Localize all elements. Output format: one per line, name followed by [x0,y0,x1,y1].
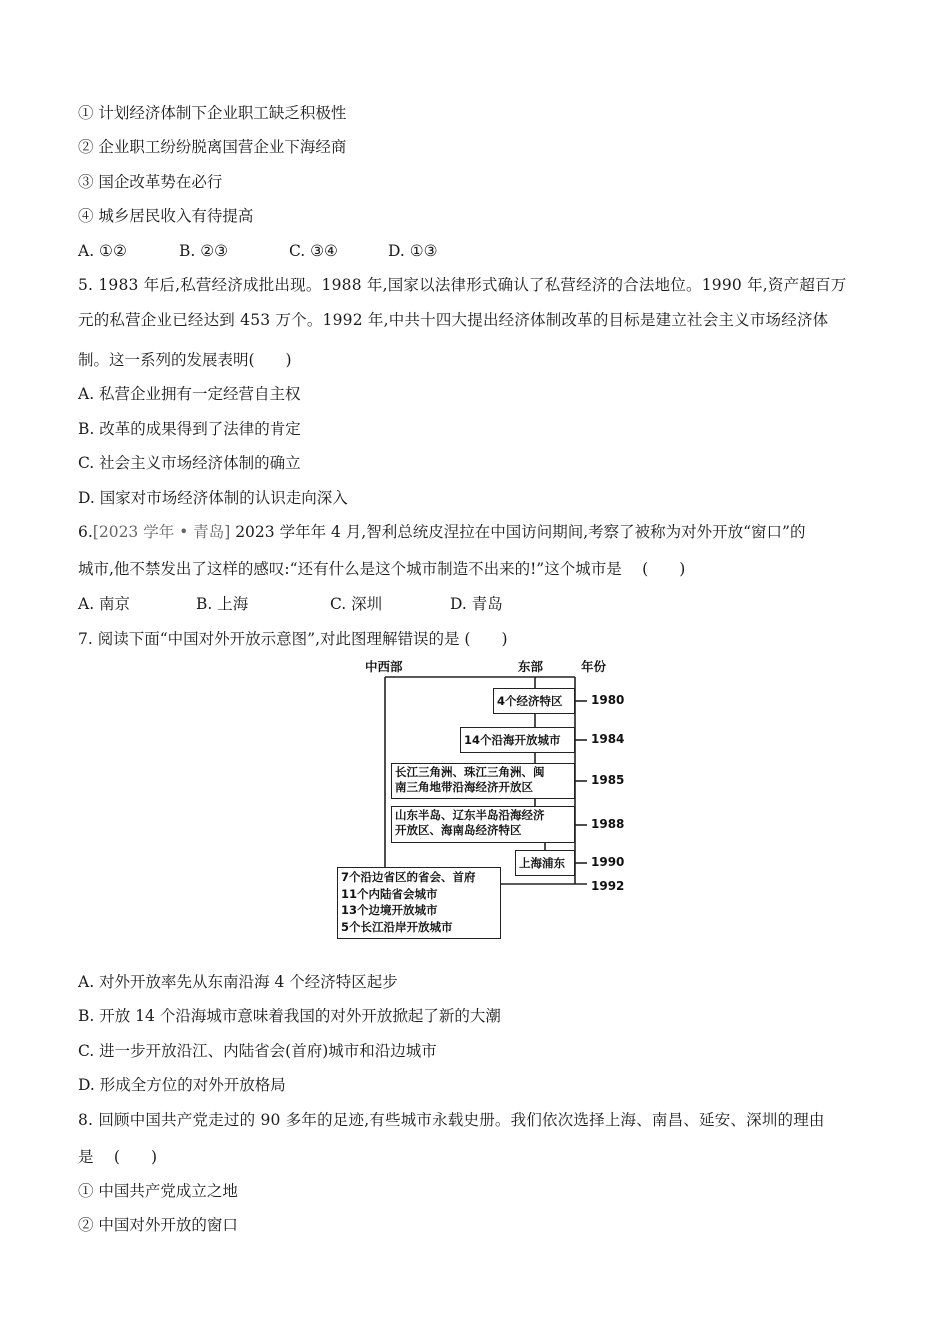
box-coastal-cities [460,727,575,753]
box-peninsula-zones-line-2: 开放区、海南岛经济特区 [395,823,522,837]
box-peninsula-zones [391,806,575,843]
year-1988: 1988 [591,817,625,831]
opening-up-diagram [335,652,625,944]
q6-option-b: B. 上海 [196,595,249,613]
box-special-zones-text: 4个经济特区 [497,694,563,708]
q6-stem-line-2: 城市,他不禁发出了这样的感叹:“还有什么是这个城市制造不出来的!”这个城市是 ( ) [78,560,686,578]
q7-option-a: A. 对外开放率先从东南沿海 4 个经济特区起步 [78,973,398,991]
q5-option-a: A. 私营企业拥有一定经营自主权 [78,385,301,403]
q7-stem: 7. 阅读下面“中国对外开放示意图”,对此图理解错误的是 ( ) [78,630,508,648]
q4-item-2: ② 企业职工纷纷脱离国营企业下海经商 [78,138,347,156]
header-east: 东部 [518,659,544,674]
year-1990: 1990 [591,855,625,869]
header-west: 中西部 [365,659,403,674]
box-coastal-cities-text: 14个沿海开放城市 [464,733,561,747]
q8-item-1: ① 中国共产党成立之地 [78,1182,238,1200]
year-1984: 1984 [591,732,625,746]
box-delta-zones [391,763,575,799]
box-west-cities [337,867,501,939]
q5-option-b: B. 改革的成果得到了法律的肯定 [78,420,301,438]
q6-option-c: C. 深圳 [330,595,383,613]
q4-item-1: ① 计划经济体制下企业职工缺乏积极性 [78,104,347,122]
q5-stem-line-1: 5. 1983 年后,私营经济成批出现。1988 年,国家以法律形式确认了私营经济的合法地位。1990 年,资产超百万 [78,276,847,294]
q6-number: 6. [78,523,93,541]
header-year: 年份 [581,659,607,674]
q6-option-d: D. 青岛 [450,595,503,613]
q7-option-b: B. 开放 14 个沿海城市意味着我国的对外开放掀起了新的大潮 [78,1007,501,1025]
q6-source-tag: [2023 学年 • 青岛] [92,523,231,541]
q8-stem-line-1: 8. 回顾中国共产党走过的 90 多年的足迹,有些城市永载史册。我们依次选择上海、南昌、延安、深圳的理由 [78,1111,825,1129]
q5-option-d: D. 国家对市场经济体制的认识走向深入 [78,489,348,507]
q8-item-2: ② 中国对外开放的窗口 [78,1216,238,1234]
q5-stem-line-3: 制。这一系列的发展表明( ) [78,351,292,369]
year-1985: 1985 [591,773,625,787]
q7-option-c: C. 进一步开放沿江、内陆省会(首府)城市和沿边城市 [78,1042,437,1060]
q4-option-a: A. ①② [78,242,127,260]
q8-stem-line-2: 是 ( ) [78,1148,158,1166]
q4-option-c: C. ③④ [289,242,338,260]
q6-option-a: A. 南京 [78,595,131,613]
west-cities-line-2: 11个内陆省会城市 [341,886,438,901]
q5-option-c: C. 社会主义市场经济体制的确立 [78,454,301,472]
year-1992: 1992 [591,879,625,893]
year-1980: 1980 [591,693,625,707]
box-pudong [515,850,575,876]
q6-stem-text: 2023 学年年 4 月,智利总统皮涅拉在中国访问期间,考察了被称为对外开放“窗口”的 [230,523,806,541]
west-cities-line-3: 13个边境开放城市 [341,903,438,917]
q4-item-4: ④ 城乡居民收入有待提高 [78,207,254,225]
box-delta-zones-line-1: 长江三角洲、珠江三角洲、闽 [395,765,545,779]
q4-option-d: D. ①③ [388,242,438,260]
box-peninsula-zones-line-1: 山东半岛、辽东半岛沿海经济 [395,808,545,822]
box-special-zones [493,688,575,714]
west-cities-line-1: 7个沿边省区的省会、首府 [341,870,476,884]
q6-stem-line-1 [78,521,806,543]
q4-option-b: B. ②③ [179,242,229,260]
q4-item-3: ③ 国企改革势在必行 [78,173,223,191]
box-delta-zones-line-2: 南三角地带沿海经济开放区 [395,780,533,794]
q7-option-d: D. 形成全方位的对外开放格局 [78,1076,286,1094]
west-cities-line-4: 5个长江沿岸开放城市 [341,919,453,934]
box-pudong-text: 上海浦东 [519,856,565,870]
q5-stem-line-2: 元的私营企业已经达到 453 万个。1992 年,中共十四大提出经济体制改革的目标是建立社会主义市场经济体 [78,311,829,329]
